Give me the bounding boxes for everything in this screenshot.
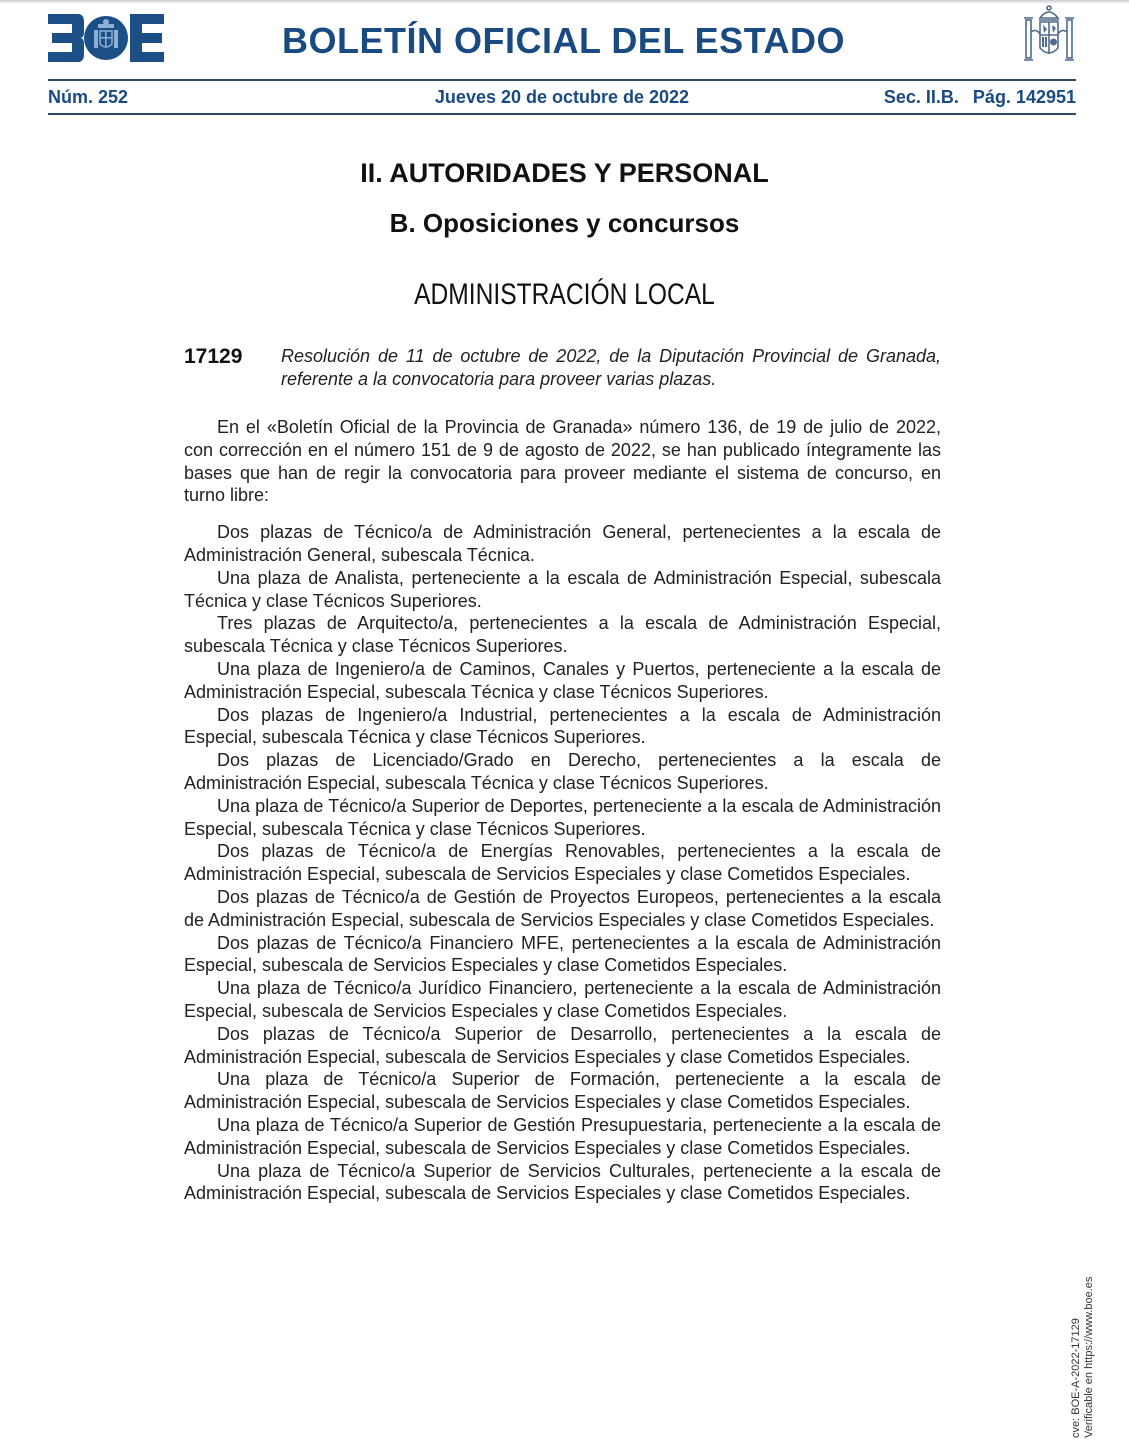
header-divider-bottom [48,113,1076,115]
position-item: Una plaza de Técnico/a Superior de Gestión Presupuestaria, perteneciente a la escala de Administración Especial, subescala de Servicios Especiales y clase Cometidos Especiales. [184,1114,941,1158]
resolution-title: Resolución de 11 de octubre de 2022, de la Diputación Provincial de Granada, referente a la convocatoria para proveer varias plazas. [281,346,941,389]
position-item: Dos plazas de Técnico/a de Administración General, pertenecientes a la escala de Administración General, subescala Técnica. [184,522,941,565]
position-item: Tres plazas de Arquitecto/a, pertenecientes a la escala de Administración Especial, subescala Técnica y clase Técnicos Superiores. [184,613,941,657]
section-page-info [884,87,1076,108]
position-item: Dos plazas de Técnico/a de Energías Renovables, pertenecientes a la escala de Administración Especial, subescala de Servicios Especiales y clase Cometidos Especiales. [184,841,941,885]
position-item: Una plaza de Ingeniero/a de Caminos, Canales y Puertos, perteneciente a la escala de Administración Especial, subescala Técnica y clase Técnicos Superiores. [184,658,941,702]
position-item: Dos plazas de Licenciado/Grado en Derecho, pertenecientes a la escala de Administración Especial, subescala Técnica y clase Técnicos Superiores. [184,750,941,793]
spain-coat-of-arms-icon [1018,4,1080,66]
section-label: Sec. II.B. [883,87,959,107]
administration-heading: ADMINISTRACIÓN LOCAL [414,278,715,311]
issue-number: Núm. 252 [48,87,129,107]
resolution-number: 17129 [184,345,243,368]
position-item: Una plaza de Analista, perteneciente a la escala de Administración Especial, subescala Técnica y clase Técnicos Superiores. [184,567,941,611]
cve-verification [1070,1277,1096,1438]
document-body [184,416,941,1205]
position-item: Dos plazas de Ingeniero/a Industrial, pertenecientes a la escala de Administración Especial, subescala Técnica y clase Técnicos Superiores. [184,704,941,748]
page-number: Pág. 142951 [972,87,1076,107]
position-item: Dos plazas de Técnico/a Financiero MFE, pertenecientes a la escala de Administración Especial, subescala de Servicios Especiales y clase Cometidos Especiales. [184,932,941,976]
header-divider-top [48,79,1076,81]
position-item: Una plaza de Técnico/a Jurídico Financiero, perteneciente a la escala de Administración Especial, subescala de Servicios Especiales y clase Cometidos Especiales. [184,978,941,1021]
position-item: Una plaza de Técnico/a Superior de Formación, perteneciente a la escala de Administración Especial, subescala de Servicios Especiales y clase Cometidos Especiales. [184,1069,941,1113]
position-item: Dos plazas de Técnico/a Superior de Desarrollo, pertenecientes a la escala de Administración Especial, subescala de Servicios Especiales y clase Cometidos Especiales. [184,1023,941,1067]
cve-verify-link[interactable]: Verificable en https://www.boe.es [1083,1276,1095,1438]
issue-date: Jueves 20 de octubre de 2022 [434,87,690,107]
top-shadow [0,0,1129,4]
position-item: Dos plazas de Técnico/a de Gestión de Proyectos Europeos, pertenecientes a la escala de Administración Especial, subescala de Servicios Especiales y clase Cometidos Especiales. [184,886,941,930]
position-item: Una plaza de Técnico/a Superior de Deportes, perteneciente a la escala de Administración Especial, subescala Técnica y clase Técnicos Superiores. [184,795,941,839]
gazette-title: BOLETÍN OFICIAL DEL ESTADO [281,20,846,61]
position-item: Una plaza de Técnico/a Superior de Servicios Culturales, perteneciente a la escala de Administración Especial, subescala de Servicios Especiales y clase Cometidos Especiales. [184,1160,941,1204]
intro-paragraph: En el «Boletín Oficial de la Provincia de Granada» número 136, de 19 de julio de 2022, con corrección en el número 151 de 9 de agosto de 2022, se han publicado íntegramente las bases que han de regir la convocatoria para proveer mediante el sistema de concurso, en turno libre: [184,417,941,506]
section-heading: II. AUTORIDADES Y PERSONAL [360,158,769,188]
boe-logo-icon [48,14,164,62]
subsection-heading: B. Oposiciones y concursos [389,208,740,238]
cve-code: cve: BOE-A-2022-17129 [1070,1318,1082,1438]
